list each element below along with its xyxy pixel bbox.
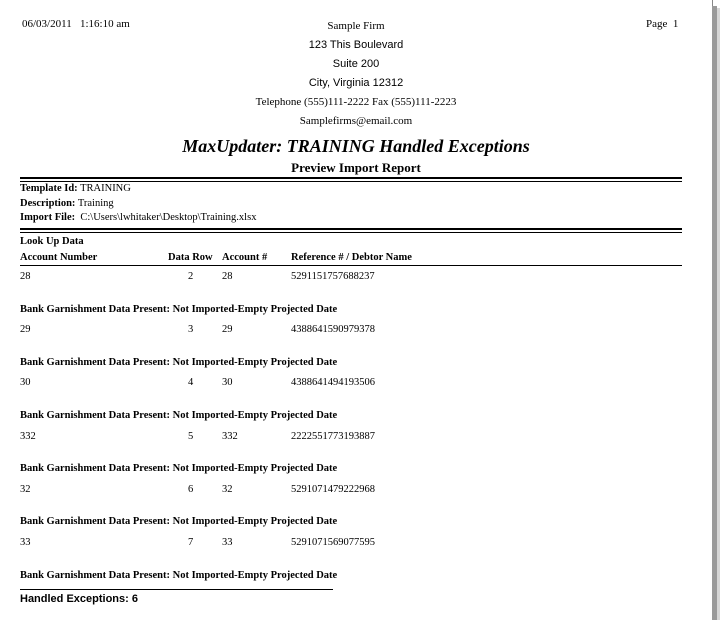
import-file-label: Import File:: [20, 212, 76, 223]
page-label: Page: [646, 18, 668, 30]
cell-data-row: 2: [188, 271, 194, 282]
cell-reference: 5291071569077595: [291, 537, 375, 548]
meta-rule-bottom: [20, 232, 682, 233]
template-id-label: Template Id:: [20, 183, 78, 194]
firm-address-line1: 123 This Boulevard: [308, 39, 404, 51]
cell-reference: 2222551773193887: [291, 431, 375, 442]
row-exception-message: Bank Garnishment Data Present: Not Imported-Empty Projected Date: [20, 570, 338, 581]
cell-account: 30: [222, 377, 233, 388]
page-number: 1: [672, 18, 679, 30]
cell-account: 332: [222, 431, 238, 442]
column-header-account: Account #: [222, 252, 268, 263]
footer-rule: [20, 589, 333, 590]
cell-account-number: 32: [20, 484, 31, 495]
cell-account-number: 332: [20, 431, 36, 442]
cell-reference: 5291071479222968: [291, 484, 375, 495]
cell-data-row: 3: [188, 324, 194, 335]
description-line: [20, 198, 114, 209]
column-header-rule: [20, 265, 682, 266]
row-exception-message: Bank Garnishment Data Present: Not Imported-Empty Projected Date: [20, 463, 338, 474]
column-header-data-row: Data Row: [168, 252, 213, 263]
firm-phone-fax: Telephone (555)111-2222 Fax (555)111-2223: [255, 96, 457, 108]
firm-email: Samplefirms@email.com: [299, 115, 413, 127]
cell-account-number: 28: [20, 271, 31, 282]
description-value: Training: [77, 198, 114, 209]
cell-data-row: 5: [188, 431, 194, 442]
report-date: 06/03/2011: [22, 18, 72, 30]
firm-city-state-zip: City, Virginia 12312: [308, 77, 404, 89]
cell-reference: 5291151757688237: [291, 271, 375, 282]
section-title: Look Up Data: [20, 236, 84, 247]
cell-account-number: 33: [20, 537, 31, 548]
report-subtitle: Preview Import Report: [291, 160, 421, 175]
import-file-line: [20, 212, 256, 223]
description-label: Description:: [20, 198, 76, 209]
row-exception-message: Bank Garnishment Data Present: Not Imported-Empty Projected Date: [20, 304, 338, 315]
firm-name: Sample Firm: [327, 20, 385, 32]
row-exception-message: Bank Garnishment Data Present: Not Imported-Empty Projected Date: [20, 410, 338, 421]
firm-address-line2: Suite 200: [332, 58, 380, 70]
row-exception-message: Bank Garnishment Data Present: Not Imported-Empty Projected Date: [20, 516, 338, 527]
cell-account-number: 30: [20, 377, 31, 388]
cell-reference: 4388641494193506: [291, 377, 375, 388]
cell-reference: 4388641590979378: [291, 324, 375, 335]
cell-data-row: 7: [188, 537, 194, 548]
report-time: 1:16:10 am: [79, 18, 130, 30]
row-exception-message: Bank Garnishment Data Present: Not Imported-Empty Projected Date: [20, 357, 338, 368]
handled-exceptions-total: Handled Exceptions: 6: [20, 593, 138, 605]
template-id-value: TRAINING: [80, 183, 131, 194]
import-file-value: C:\Users\lwhitaker\Desktop\Training.xlsx: [80, 212, 257, 223]
cell-data-row: 6: [188, 484, 194, 495]
header-rule-bottom: [20, 181, 682, 182]
cell-account: 32: [222, 484, 233, 495]
column-header-reference: Reference # / Debtor Name: [291, 252, 412, 263]
cell-account: 28: [222, 271, 233, 282]
column-header-account-number: Account Number: [20, 252, 98, 263]
header-rule-top: [20, 177, 682, 179]
cell-account: 29: [222, 324, 233, 335]
report-title: MaxUpdater: TRAINING Handled Exceptions: [182, 136, 530, 156]
cell-account: 33: [222, 537, 233, 548]
cell-data-row: 4: [188, 377, 194, 388]
meta-rule-top: [20, 228, 682, 230]
cell-account-number: 29: [20, 324, 31, 335]
template-id-line: [20, 183, 131, 194]
